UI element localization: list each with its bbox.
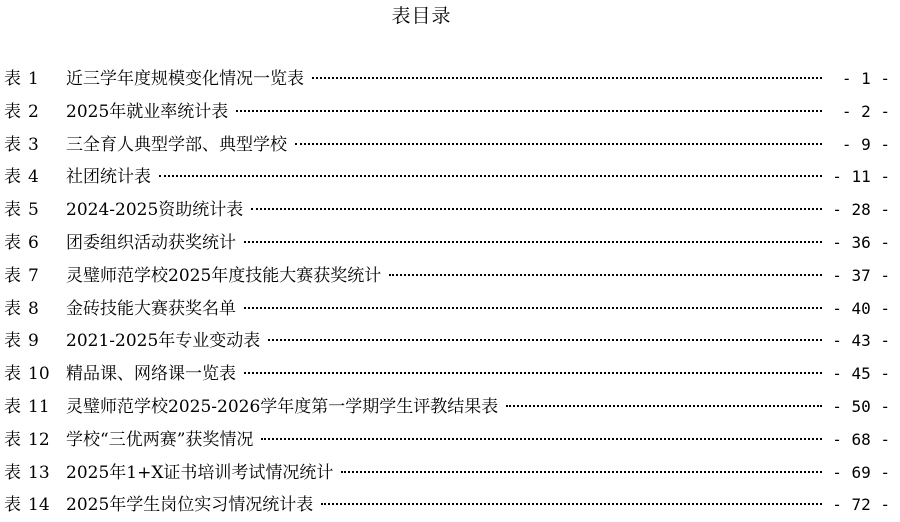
dot-leader bbox=[321, 503, 822, 505]
toc-entry-page: - 45 - bbox=[832, 364, 890, 384]
toc-entry-page: - 50 - bbox=[832, 396, 890, 416]
dot-leader bbox=[244, 241, 822, 243]
toc-entry-title[interactable]: 2025年1+X证书培训考试情况统计 bbox=[66, 462, 334, 483]
toc-entry-number: 7 bbox=[28, 265, 39, 286]
toc-entry-prefix: 表 bbox=[4, 462, 21, 483]
toc-entry[interactable] bbox=[4, 194, 890, 227]
toc-entry[interactable] bbox=[4, 227, 890, 260]
toc-entry-page: - 36 - bbox=[832, 232, 890, 252]
toc-entry-page: - 11 - bbox=[832, 167, 890, 187]
toc-entry-title[interactable]: 2021-2025年专业变动表 bbox=[66, 331, 261, 352]
toc-entry-prefix: 表 bbox=[4, 232, 21, 253]
toc-entry-title[interactable]: 灵璧师范学校2025年度技能大赛获奖统计 bbox=[66, 265, 382, 286]
toc-entry-prefix: 表 bbox=[4, 134, 21, 155]
toc-entry-prefix: 表 bbox=[4, 429, 21, 450]
toc-entry-title[interactable]: 社团统计表 bbox=[66, 167, 151, 188]
toc-entry-label bbox=[4, 457, 66, 490]
toc-entry-title[interactable]: 近三学年度规模变化情况一览表 bbox=[66, 69, 304, 89]
toc-entry-prefix: 表 bbox=[4, 364, 21, 385]
toc-entry[interactable] bbox=[4, 96, 890, 129]
toc-entry-prefix: 表 bbox=[4, 200, 21, 221]
toc-entry[interactable] bbox=[4, 260, 890, 293]
toc-entry-label bbox=[4, 194, 66, 227]
toc-entry-title[interactable]: 团委组织活动获奖统计 bbox=[66, 232, 236, 253]
toc-entry[interactable] bbox=[4, 457, 890, 490]
toc-entry-label bbox=[4, 489, 66, 522]
toc-entry-number: 12 bbox=[28, 429, 50, 450]
dot-leader bbox=[251, 208, 822, 210]
toc-entry-label bbox=[4, 325, 66, 358]
toc-entry-page: - 9 - bbox=[841, 134, 890, 154]
dot-leader bbox=[506, 405, 822, 407]
toc-entry-page: - 72 - bbox=[832, 495, 890, 515]
toc-entry-title[interactable]: 2025年就业率统计表 bbox=[66, 101, 229, 122]
dot-leader bbox=[341, 471, 822, 473]
dot-leader bbox=[295, 143, 822, 145]
toc-entry-prefix: 表 bbox=[4, 265, 21, 286]
dot-leader bbox=[261, 438, 822, 440]
toc-entry-page: - 2 - bbox=[841, 101, 890, 121]
toc-entry-number: 2 bbox=[28, 101, 39, 122]
toc-entry-number: 5 bbox=[28, 200, 39, 221]
toc-entry-number: 4 bbox=[28, 167, 39, 188]
toc-entry-label bbox=[4, 424, 66, 457]
toc-entry-prefix: 表 bbox=[4, 167, 21, 188]
toc-entry-prefix: 表 bbox=[4, 331, 21, 352]
toc-entry-title[interactable]: 精品课、网络课一览表 bbox=[66, 364, 236, 385]
toc-entry-number: 3 bbox=[28, 134, 39, 155]
toc-entry-title[interactable]: 三全育人典型学部、典型学校 bbox=[66, 134, 287, 155]
toc-entry-page: - 43 - bbox=[832, 331, 890, 351]
toc-entry-title[interactable]: 灵璧师范学校2025-2026学年度第一学期学生评教结果表 bbox=[66, 396, 499, 417]
toc-entry-prefix: 表 bbox=[4, 495, 21, 516]
dot-leader bbox=[312, 77, 822, 79]
toc-entry-number: 6 bbox=[28, 232, 39, 253]
toc-entry-title[interactable]: 2025年学生岗位实习情况统计表 bbox=[66, 495, 314, 516]
toc-entry[interactable] bbox=[4, 424, 890, 457]
dot-leader bbox=[236, 110, 822, 112]
toc-entry[interactable] bbox=[4, 293, 890, 326]
toc-entry-prefix: 表 bbox=[4, 396, 21, 417]
toc-entry-page: - 28 - bbox=[832, 200, 890, 220]
toc-entry-number: 8 bbox=[28, 298, 39, 319]
toc-entry-label bbox=[4, 161, 66, 194]
toc-entry-label bbox=[4, 129, 66, 162]
toc-entry-number: 1 bbox=[28, 69, 39, 89]
toc-entry[interactable] bbox=[4, 358, 890, 391]
toc-entry[interactable] bbox=[4, 161, 890, 194]
toc-entry-title[interactable]: 2024-2025资助统计表 bbox=[66, 200, 244, 221]
toc-entry-label bbox=[4, 358, 66, 391]
toc-entry-label bbox=[4, 293, 66, 326]
toc-entry-prefix: 表 bbox=[4, 101, 21, 122]
toc-entry-label bbox=[4, 391, 66, 424]
toc-entry[interactable] bbox=[4, 63, 890, 96]
toc-entry-label bbox=[4, 63, 66, 96]
dot-leader bbox=[244, 372, 822, 374]
toc-entry-page: - 69 - bbox=[832, 462, 890, 482]
toc-entry[interactable] bbox=[4, 391, 890, 424]
toc-entry-prefix: 表 bbox=[4, 298, 21, 319]
dot-leader bbox=[389, 274, 822, 276]
dot-leader bbox=[268, 339, 822, 341]
toc-entry[interactable] bbox=[4, 129, 890, 162]
toc-entry-number: 13 bbox=[28, 462, 50, 483]
toc-entry-title[interactable]: 金砖技能大赛获奖名单 bbox=[66, 298, 236, 319]
toc-entry-label bbox=[4, 227, 66, 260]
toc-entry-page: - 37 - bbox=[832, 265, 890, 285]
toc-entry-page: - 68 - bbox=[832, 429, 890, 449]
toc-entry-prefix: 表 bbox=[4, 69, 21, 89]
toc-entry-number: 10 bbox=[28, 364, 50, 385]
toc-entry-page: - 40 - bbox=[832, 298, 890, 318]
toc-entry-label bbox=[4, 260, 66, 293]
dot-leader bbox=[159, 175, 822, 177]
toc-entry-number: 9 bbox=[28, 331, 39, 352]
table-of-contents bbox=[4, 63, 890, 522]
toc-entry-page: - 1 - bbox=[841, 69, 890, 88]
page-title: 表目录 bbox=[391, 5, 452, 27]
toc-entry-number: 11 bbox=[28, 396, 50, 417]
toc-entry-number: 14 bbox=[28, 495, 50, 516]
toc-entry[interactable] bbox=[4, 325, 890, 358]
toc-entry-title[interactable]: 学校“三优两赛”获奖情况 bbox=[66, 429, 254, 450]
toc-entry[interactable] bbox=[4, 489, 890, 522]
dot-leader bbox=[244, 307, 822, 309]
toc-entry-label bbox=[4, 96, 66, 129]
